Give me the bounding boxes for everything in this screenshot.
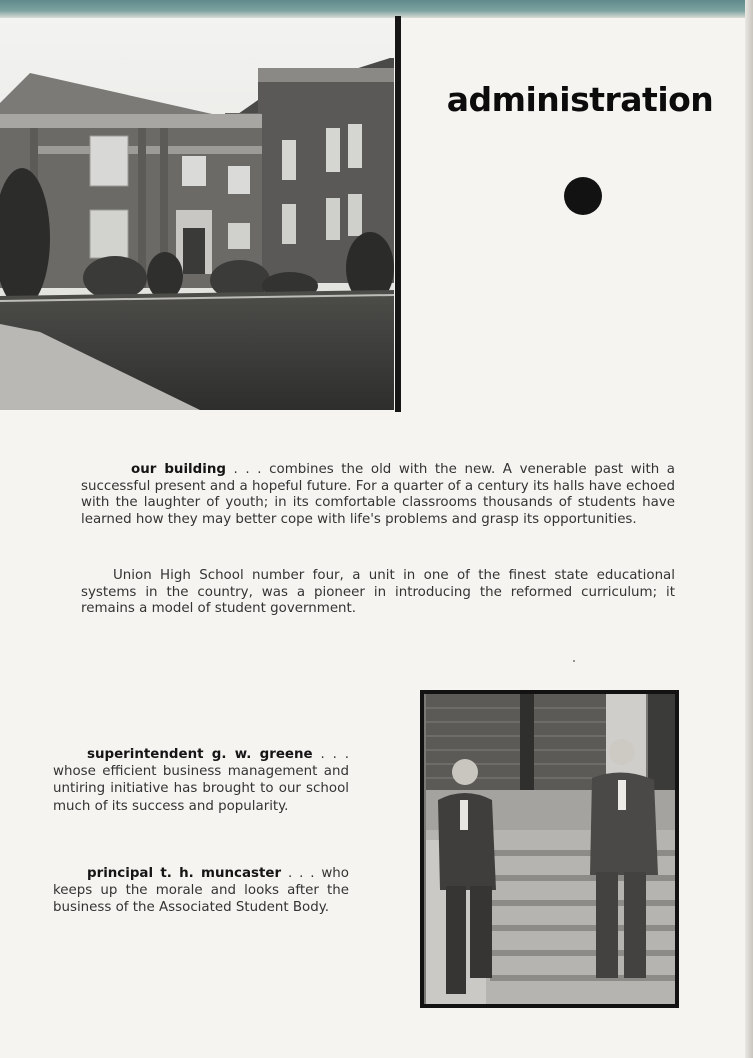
- building-lead: our building: [131, 462, 226, 477]
- union-text: Union High School number four, a unit in one of the finest state educational systems in the country, was a pioneer in introducing the reformed curriculum; it remains a model of student government.: [81, 568, 675, 617]
- school-building-photo: [0, 18, 394, 410]
- principal-paragraph: [53, 865, 349, 917]
- building-paragraph: [81, 462, 675, 528]
- administrators-photo: [420, 690, 679, 1008]
- page-title: administration: [446, 80, 714, 119]
- page-edge-shadow: [745, 0, 753, 1058]
- bullet-dot: [564, 177, 602, 215]
- union-paragraph: [81, 568, 675, 618]
- principal-lead: principal t. h. muncaster: [87, 866, 282, 881]
- superintendent-lead: superintendent g. w. greene: [87, 747, 313, 762]
- principal-text: . . . who keeps up the morale and looks after the business of the Associated Student Body.: [53, 866, 349, 916]
- top-color-strip: [0, 0, 753, 18]
- superintendent-text: . . . whose efficient business management and untiring initiative has brought to our school much of its success and popularity.: [53, 747, 349, 814]
- print-speck: [573, 660, 575, 662]
- superintendent-paragraph: [53, 746, 349, 815]
- building-text: . . . combines the old with the new. A venerable past with a successful present and a hopeful future. For a quarter of a century its halls have echoed with the laughter of youth; in its comfortable classrooms thousands of students have learned how they may better cope with life's problems and grasp its opportunities.: [81, 462, 676, 527]
- vertical-divider: [395, 16, 401, 412]
